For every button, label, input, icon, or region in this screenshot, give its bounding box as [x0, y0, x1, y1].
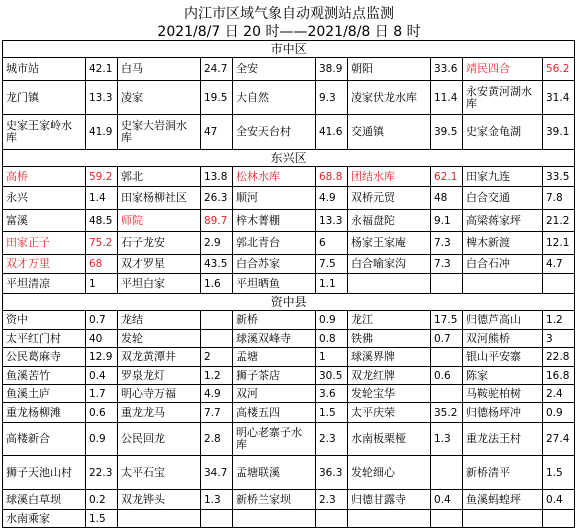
station-name: 双龙黄潭井: [118, 348, 201, 367]
station-name: 史家王家岭水库: [3, 115, 86, 150]
section-header-row: [3, 294, 575, 311]
station-name: [348, 510, 431, 528]
rainfall-value: 1.5: [543, 456, 575, 490]
rainfall-value: 48: [431, 187, 463, 210]
station-name: 平坦白家: [118, 274, 201, 294]
table-row: [3, 187, 575, 210]
station-name: [463, 274, 543, 294]
table-row: [3, 403, 575, 423]
rainfall-value: 1.5: [86, 510, 118, 528]
station-name: 大自然: [233, 81, 316, 115]
rainfall-value: [201, 330, 233, 348]
table-row: [3, 81, 575, 115]
section-title: 资中县: [3, 294, 575, 311]
rainfall-value: 75.2: [86, 232, 118, 255]
station-name: 团结水库: [348, 167, 431, 187]
station-name: 双才万里: [3, 255, 86, 274]
station-name: 罗泉龙灯: [118, 367, 201, 385]
rainfall-value: 1.5: [316, 403, 348, 423]
station-name: [118, 510, 201, 528]
table-row: [3, 348, 575, 367]
rainfall-value: [431, 456, 463, 490]
station-name: 发轮细心: [348, 456, 431, 490]
station-name: 双才罗星: [118, 255, 201, 274]
station-name: 重龙杨柳滩: [3, 403, 86, 423]
station-name: 石子龙安: [118, 232, 201, 255]
station-name: 永兴: [3, 187, 86, 210]
report-title: 内江市区域气象自动观测站点监测: [184, 6, 394, 22]
station-name: 陈家: [463, 367, 543, 385]
station-name: 白合石冲: [463, 255, 543, 274]
station-name: 富溪: [3, 210, 86, 232]
station-name: 发轮: [118, 330, 201, 348]
rainfall-value: [431, 385, 463, 403]
rainfall-value: 2.8: [201, 423, 233, 456]
rainfall-value: 1.2: [201, 367, 233, 385]
station-name: 狮子茶店: [233, 367, 316, 385]
rainfall-value: 13.3: [86, 81, 118, 115]
rainfall-value: 4.7: [543, 255, 575, 274]
rainfall-value: 0.4: [431, 490, 463, 510]
station-name: 资中: [3, 311, 86, 330]
station-name: 高桥: [3, 167, 86, 187]
station-name: 新桥: [233, 311, 316, 330]
table-row: [3, 255, 575, 274]
station-name: 交通镇: [348, 115, 431, 150]
table-row: [3, 274, 575, 294]
rainfall-value: 0.9: [316, 311, 348, 330]
station-name: 太平红门村: [3, 330, 86, 348]
rainfall-value: 21.2: [543, 210, 575, 232]
station-name: 重龙龙马: [118, 403, 201, 423]
station-name: 高梁蒋家坪: [463, 210, 543, 232]
rainfall-value: 33.5: [543, 167, 575, 187]
rainfall-value: 1.1: [316, 274, 348, 294]
station-name: 太平庆荣: [348, 403, 431, 423]
station-name: 银山平安寨: [463, 348, 543, 367]
station-name: 新桥清平: [463, 456, 543, 490]
rainfall-value: 22.8: [543, 348, 575, 367]
station-name: 孟塘: [233, 348, 316, 367]
station-name: 孟塘联溪: [233, 456, 316, 490]
station-name: 史家金龟湖: [463, 115, 543, 150]
station-name: 鱼溪苦竹: [3, 367, 86, 385]
station-name: 铁佛: [348, 330, 431, 348]
rainfall-value: 2: [201, 348, 233, 367]
station-name: 明心寺万福: [118, 385, 201, 403]
rainfall-value: 7.7: [201, 403, 233, 423]
rainfall-value: 38.9: [316, 58, 348, 81]
rainfall-value: 47: [201, 115, 233, 150]
table-row: [3, 330, 575, 348]
rainfall-value: 13.8: [201, 167, 233, 187]
station-name: 狮子天池山村: [3, 456, 86, 490]
rainfall-value: [201, 510, 233, 528]
station-name: 椑木新渡: [463, 232, 543, 255]
rainfall-value: 1: [86, 274, 118, 294]
station-name: 城市站: [3, 58, 86, 81]
rainfall-value: 36.3: [316, 456, 348, 490]
station-name: 双河熊桥: [463, 330, 543, 348]
table-row: [3, 456, 575, 490]
rainfall-value: 0.9: [86, 423, 118, 456]
station-name: 鱼溪蚂蝗坪: [463, 490, 543, 510]
rainfall-value: 1.2: [543, 311, 575, 330]
rainfall-value: 68.8: [316, 167, 348, 187]
table-row: [3, 367, 575, 385]
rainfall-value: 6: [316, 232, 348, 255]
rainfall-value: 56.2: [543, 58, 575, 81]
rainfall-value: 30.5: [316, 367, 348, 385]
rainfall-value: 16.8: [543, 367, 575, 385]
station-name: 杨家王家庵: [348, 232, 431, 255]
station-name: 田家正子: [3, 232, 86, 255]
rainfall-value: 1.4: [86, 187, 118, 210]
table-row: [3, 115, 575, 150]
section-title: 市中区: [3, 41, 575, 58]
station-name: 水南乘家: [3, 510, 86, 528]
rainfall-value: [431, 348, 463, 367]
rainfall-value: [543, 510, 575, 528]
rainfall-value: 34.7: [201, 456, 233, 490]
station-name: 马鞍驼柏树: [463, 385, 543, 403]
rainfall-value: 19.5: [201, 81, 233, 115]
station-name: 公民葛麻寺: [3, 348, 86, 367]
station-table: [2, 40, 575, 528]
rainfall-value: 0.6: [86, 403, 118, 423]
station-name: 白马: [118, 58, 201, 81]
rainfall-value: 3: [543, 330, 575, 348]
section-title: 东兴区: [3, 150, 575, 167]
station-name: 凌家伏龙水库: [348, 81, 431, 115]
station-name: 全安天台村: [233, 115, 316, 150]
station-name: 田家杨柳社区: [118, 187, 201, 210]
station-name: 顺河: [233, 187, 316, 210]
station-name: 靖民四合: [463, 58, 543, 81]
rainfall-value: 0.6: [431, 367, 463, 385]
rainfall-value: 0.7: [431, 330, 463, 348]
rainfall-value: 59.2: [86, 167, 118, 187]
station-name: 龙江: [348, 311, 431, 330]
rainfall-value: 1.3: [201, 490, 233, 510]
rainfall-value: 26.3: [201, 187, 233, 210]
station-name: 师院: [118, 210, 201, 232]
rainfall-value: 43.5: [201, 255, 233, 274]
station-name: 白合苏家: [233, 255, 316, 274]
table-row: [3, 58, 575, 81]
rainfall-value: 22.3: [86, 456, 118, 490]
station-name: 白合喻家沟: [348, 255, 431, 274]
table-row: [3, 232, 575, 255]
station-name: 新桥兰家坝: [233, 490, 316, 510]
rainfall-value: 27.4: [543, 423, 575, 456]
rainfall-value: 12.1: [543, 232, 575, 255]
rainfall-value: 4.9: [316, 187, 348, 210]
table-row: [3, 210, 575, 232]
station-name: 鱼溪土庐: [3, 385, 86, 403]
station-name: 田家九连: [463, 167, 543, 187]
rainfall-value: 4.9: [201, 385, 233, 403]
rainfall-value: 35.2: [431, 403, 463, 423]
station-name: 松林水库: [233, 167, 316, 187]
rainfall-value: 1.7: [86, 385, 118, 403]
rainfall-value: [543, 274, 575, 294]
rainfall-value: 17.5: [431, 311, 463, 330]
station-name: 龙门镇: [3, 81, 86, 115]
rainfall-value: 2.3: [316, 423, 348, 456]
rainfall-value: 2.3: [316, 490, 348, 510]
rainfall-value: 41.9: [86, 115, 118, 150]
station-name: 史家大岩洞水库: [118, 115, 201, 150]
station-name: 发轮宝华: [348, 385, 431, 403]
rainfall-value: 24.7: [201, 58, 233, 81]
station-name: 朝阳: [348, 58, 431, 81]
rainfall-value: 0.2: [86, 490, 118, 510]
station-name: 双龙红牌: [348, 367, 431, 385]
rainfall-value: 2.9: [201, 232, 233, 255]
rainfall-value: 39.1: [543, 115, 575, 150]
station-name: 凌家: [118, 81, 201, 115]
rainfall-value: [431, 274, 463, 294]
rainfall-value: 13.3: [316, 210, 348, 232]
station-name: [463, 510, 543, 528]
rainfall-value: 0.9: [543, 403, 575, 423]
station-name: [233, 510, 316, 528]
rainfall-value: 41.6: [316, 115, 348, 150]
table-row: [3, 423, 575, 456]
rainfall-value: 7.5: [316, 255, 348, 274]
station-name: 梓木菁棚: [233, 210, 316, 232]
station-name: 白合交通: [463, 187, 543, 210]
station-name: 高楼新合: [3, 423, 86, 456]
station-name: 归德杨坪冲: [463, 403, 543, 423]
rainfall-value: 7.3: [431, 255, 463, 274]
station-name: 双桥元贸: [348, 187, 431, 210]
rainfall-value: [316, 510, 348, 528]
section-header-row: [3, 41, 575, 58]
station-name: 高楼五四: [233, 403, 316, 423]
station-name: 归德芦高山: [463, 311, 543, 330]
station-name: 平坦清凉: [3, 274, 86, 294]
rainfall-value: 11.4: [431, 81, 463, 115]
rainfall-value: 89.7: [201, 210, 233, 232]
station-name: 平坦晒鱼: [233, 274, 316, 294]
rainfall-value: 62.1: [431, 167, 463, 187]
rainfall-value: 9.3: [316, 81, 348, 115]
rainfall-value: 33.6: [431, 58, 463, 81]
rainfall-value: 0.8: [316, 330, 348, 348]
rainfall-value: 2.4: [543, 385, 575, 403]
table-row: [3, 385, 575, 403]
rainfall-value: 1: [316, 348, 348, 367]
rainfall-value: 1.3: [431, 423, 463, 456]
station-name: 归德甘露寺: [348, 490, 431, 510]
rainfall-value: 39.5: [431, 115, 463, 150]
rainfall-value: 12.9: [86, 348, 118, 367]
station-name: 水南板栗桠: [348, 423, 431, 456]
station-name: 双龙铧头: [118, 490, 201, 510]
station-name: 公民回龙: [118, 423, 201, 456]
station-name: 永安黄河湖水库: [463, 81, 543, 115]
table-row: [3, 167, 575, 187]
station-name: 双河: [233, 385, 316, 403]
rainfall-value: 42.1: [86, 58, 118, 81]
station-name: [348, 274, 431, 294]
station-name: 重龙法王村: [463, 423, 543, 456]
station-name: 球溪双峰寺: [233, 330, 316, 348]
station-name: 郭北: [118, 167, 201, 187]
table-row: [3, 490, 575, 510]
rainfall-value: [431, 510, 463, 528]
rainfall-value: 40: [86, 330, 118, 348]
station-name: 球溪界牌: [348, 348, 431, 367]
rainfall-value: 0.4: [543, 490, 575, 510]
station-name: 郭北青台: [233, 232, 316, 255]
rainfall-value: 3.6: [316, 385, 348, 403]
rainfall-value: 7.3: [431, 232, 463, 255]
rainfall-value: 31.4: [543, 81, 575, 115]
section-header-row: [3, 150, 575, 167]
rainfall-value: 1.6: [201, 274, 233, 294]
station-name: 球溪白草坝: [3, 490, 86, 510]
rainfall-value: 0.4: [86, 367, 118, 385]
report-time-range: 2021/8/7 日 20 时——2021/8/8 日 8 时: [157, 24, 421, 40]
rainfall-value: [201, 311, 233, 330]
station-name: 太平石宝: [118, 456, 201, 490]
rainfall-value: 9.1: [431, 210, 463, 232]
rainfall-value: 0.7: [86, 311, 118, 330]
table-row: [3, 311, 575, 330]
station-name: 全安: [233, 58, 316, 81]
rainfall-value: 7.8: [543, 187, 575, 210]
station-name: 龙结: [118, 311, 201, 330]
rainfall-value: 48.5: [86, 210, 118, 232]
station-name: 明心老寨子水库: [233, 423, 316, 456]
rainfall-value: 68: [86, 255, 118, 274]
station-name: 永福盘陀: [348, 210, 431, 232]
